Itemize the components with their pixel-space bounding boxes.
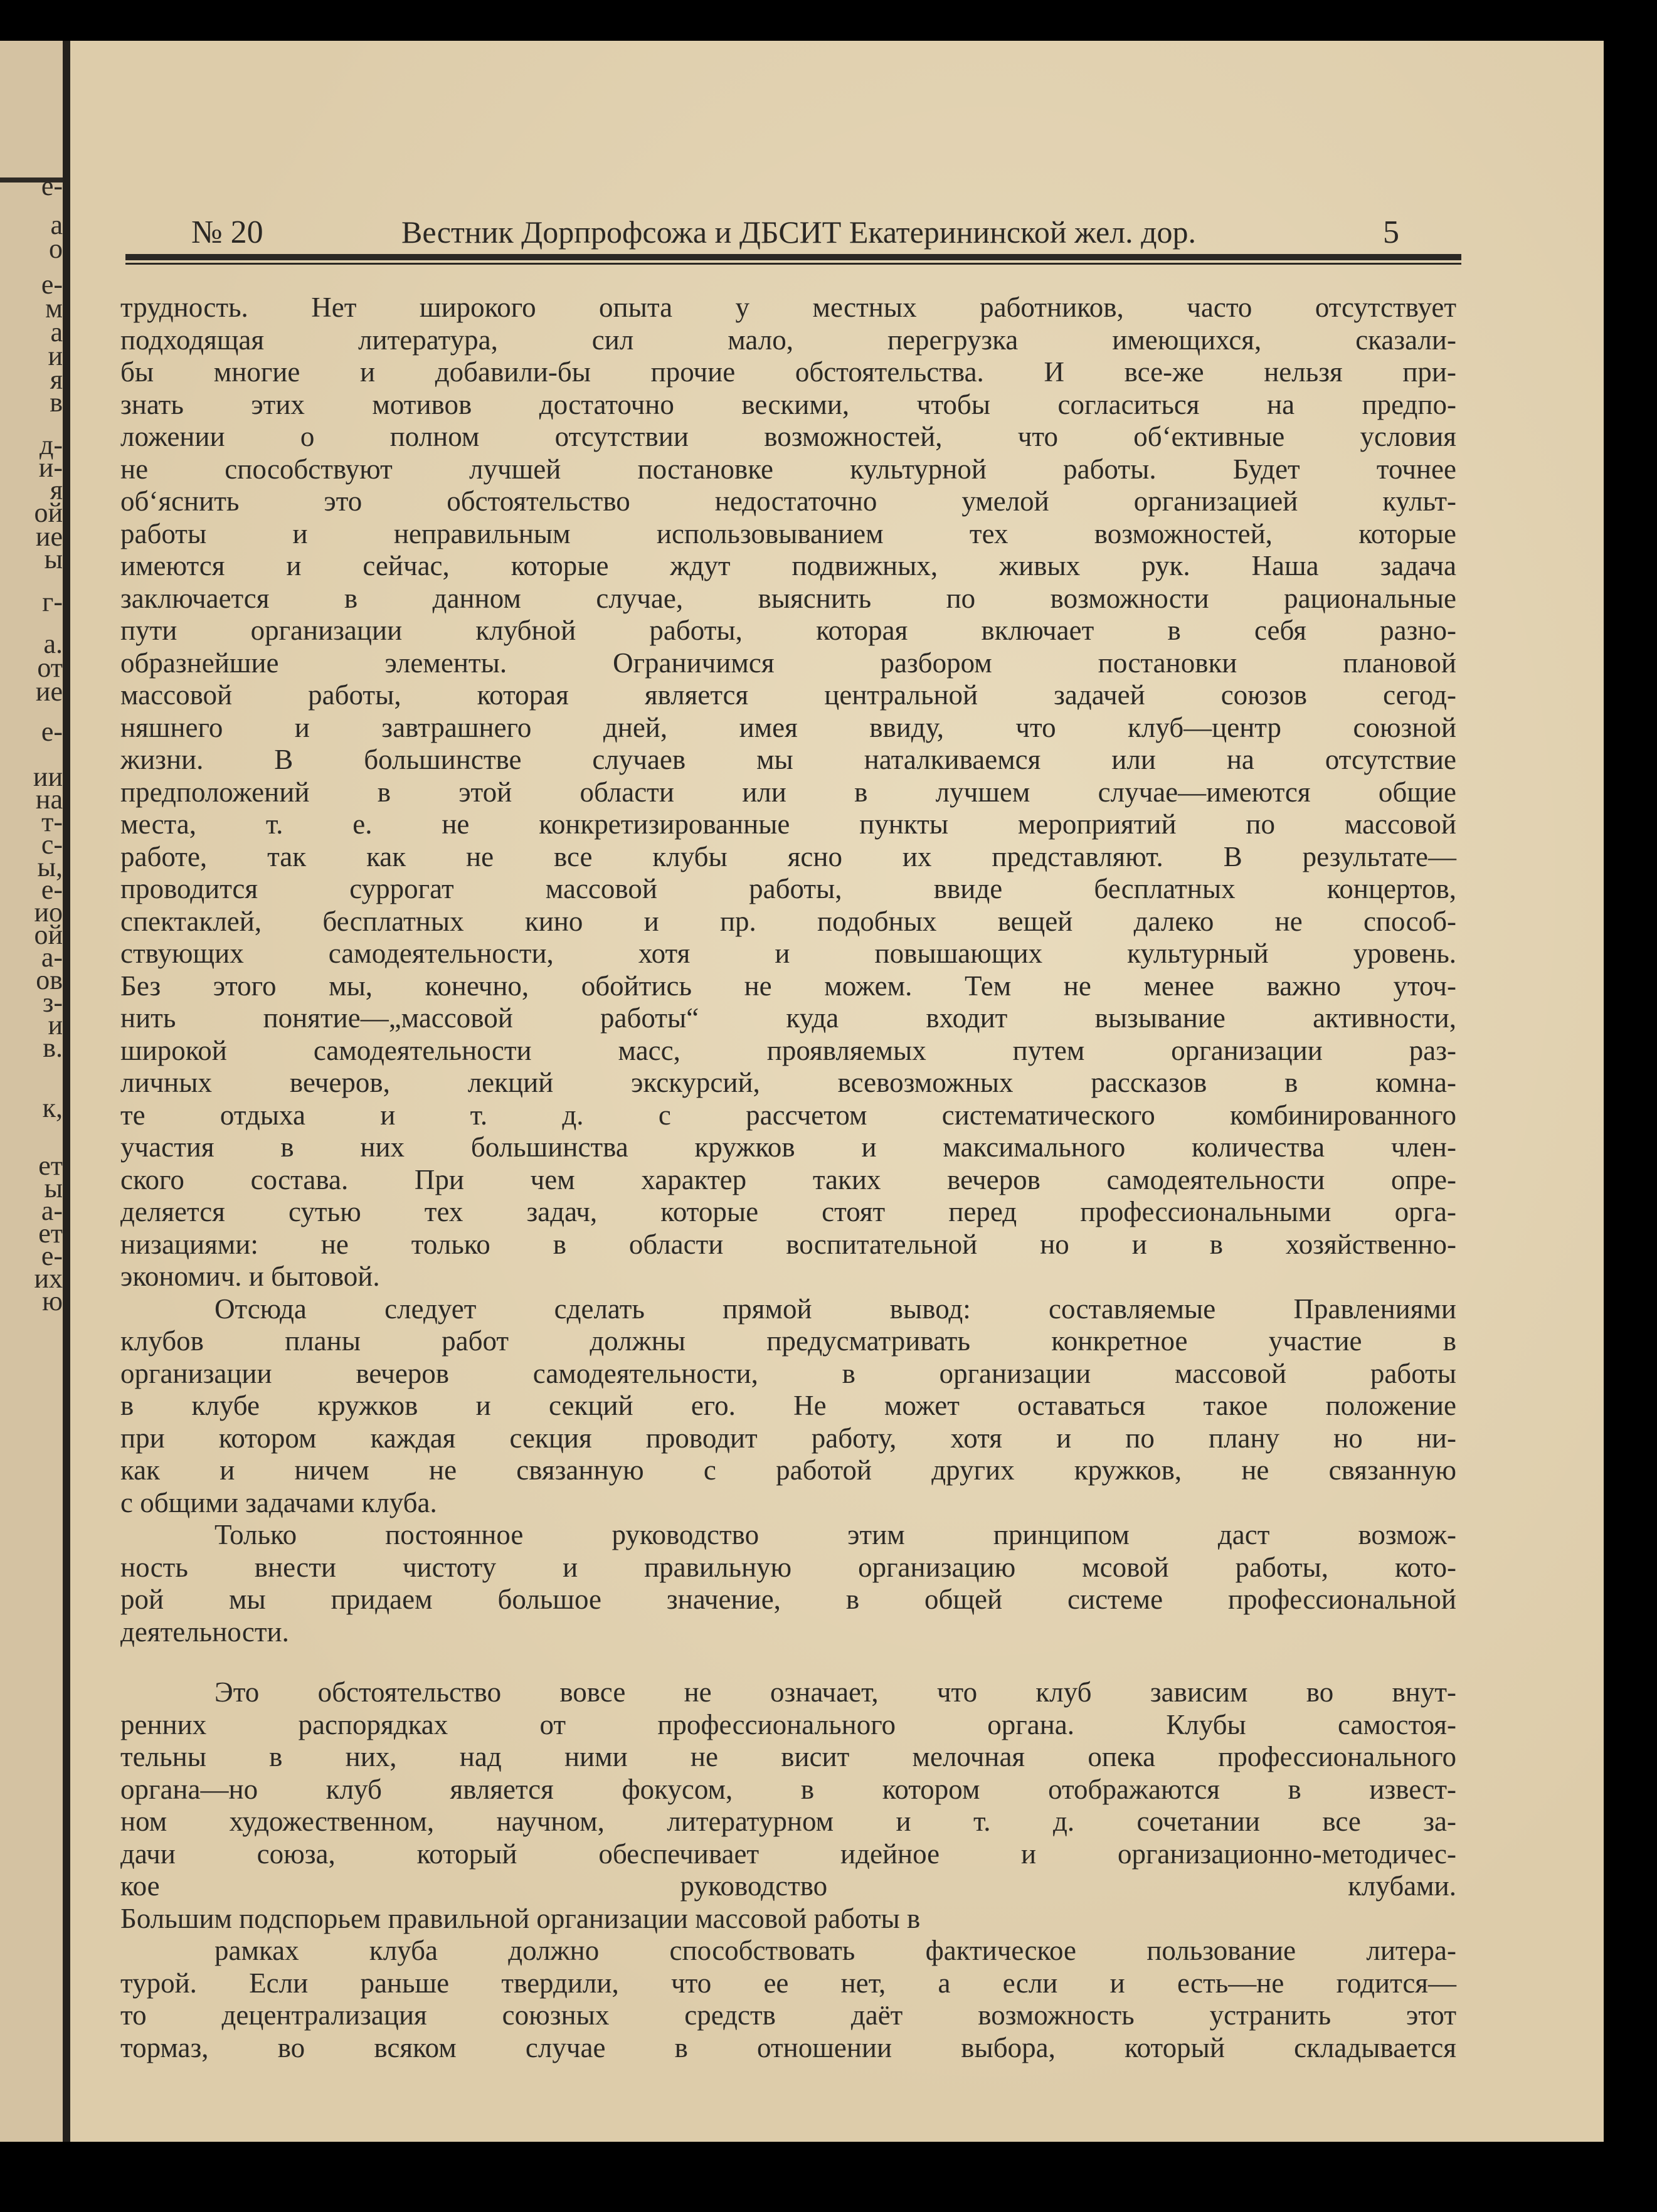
text-line: места, т. е. не конкретизированные пункты мероприятий по массовой xyxy=(120,808,1456,840)
article-body xyxy=(120,292,1456,2064)
text-line: Только постоянное руководство этим принципом даст возмож- xyxy=(214,1519,1456,1550)
text-line: ствующих самодеятельности, хотя и повышающих культурный уровень. xyxy=(120,938,1456,969)
previous-page-fragment: их xyxy=(34,1263,63,1294)
journal-page xyxy=(70,41,1604,2142)
text-line: работе, так как не все клубы ясно их представляют. В результате— xyxy=(120,840,1456,872)
previous-page-fragment: и xyxy=(48,341,63,371)
previous-page-fragment: м xyxy=(45,293,63,324)
previous-page-fragment: ы xyxy=(44,1173,63,1204)
text-line: кое руководство клубами. xyxy=(120,1870,1456,1902)
text-line: нить понятие—„массовой работы“ куда входит вызывание активности, xyxy=(120,1002,1456,1034)
text-line: организации вечеров самодеятельности, в организации массовой работы xyxy=(120,1357,1456,1389)
text-line: заключается в данном случае, выяснить по возможности рациональные xyxy=(120,582,1456,614)
text-line: работы и неправильным использовыванием тех возможностей, которые xyxy=(120,517,1456,549)
previous-page-fragment: ов xyxy=(36,965,63,995)
previous-page-fragment: д- xyxy=(39,430,63,460)
text-line: клубов планы работ должны предусматривать конкретное участие в xyxy=(120,1325,1456,1357)
previous-page-fragment: я xyxy=(50,364,63,395)
header-rule-thin xyxy=(125,263,1461,265)
text-line: ренних распорядках от профессионального органа. Клубы самостоя- xyxy=(120,1708,1456,1740)
previous-page-fragment: е- xyxy=(41,1241,63,1271)
text-line: в клубе кружков и секций его. Не может оставаться такое положение xyxy=(120,1390,1456,1421)
previous-page-fragment: е- xyxy=(41,269,63,300)
text-line: об‘яснить это обстоятельство недостаточно умелой организацией культ- xyxy=(120,485,1456,517)
text-line: знать этих мотивов достаточно вескими, чтобы согласиться на предпо- xyxy=(120,388,1456,420)
text-line: низациями: не только в области воспитательной но и в хозяйственно- xyxy=(120,1228,1456,1260)
journal-title: Вестник Дорпрофсожа и ДБСИТ Екатерининской жел. дор. xyxy=(401,214,1197,250)
previous-page-fragment: ие xyxy=(35,521,63,552)
text-line: образнейшие элементы. Ограничимся разбором постановки плановой xyxy=(120,647,1456,679)
previous-page-fragment: от xyxy=(37,652,63,683)
text-line: то децентрализация союзных средств даёт возможность устранить этот xyxy=(120,1999,1456,2031)
text-line: деятельности. xyxy=(120,1616,289,1648)
text-line: имеются и сейчас, которые ждут подвижных, живых рук. Наша задача xyxy=(120,550,1456,581)
text-line: массовой работы, которая является центральной задачей союзов сегод- xyxy=(120,679,1456,711)
previous-page-fragment: а- xyxy=(41,1195,63,1226)
previous-page-fragment: г- xyxy=(42,586,63,617)
text-line: личных вечеров, лекций экскурсий, всевозможных рассказов в комна- xyxy=(120,1067,1456,1098)
text-line: дачи союза, который обеспечивает идейное и организационно-методичес- xyxy=(120,1838,1456,1870)
previous-page-fragment: с- xyxy=(41,829,63,860)
previous-page-fragment: я xyxy=(50,475,63,505)
previous-page-fragment: ой xyxy=(34,919,63,950)
previous-page-fragment: ие xyxy=(35,676,63,707)
previous-page-fragment: з- xyxy=(42,987,63,1018)
previous-page-fragment: ии xyxy=(33,761,63,792)
previous-page-edge xyxy=(0,41,65,2142)
text-line: как и ничем не связанную с работой других кружков, не связанную xyxy=(120,1454,1456,1486)
text-line: деляется сутью тех задач, которые стоят перед профессиональными орга- xyxy=(120,1196,1456,1227)
text-line: ном художественном, научном, литературном и т. д. сочетании все за- xyxy=(120,1806,1456,1837)
previous-page-fragment: и- xyxy=(38,452,63,483)
text-line: ского состава. При чем характер таких вечеров самодеятельности опре- xyxy=(120,1163,1456,1195)
page-gutter xyxy=(63,41,70,2142)
text-line: при котором каждая секция проводит работу, хотя и по плану но ни- xyxy=(120,1422,1456,1454)
previous-page-fragment: а xyxy=(50,209,63,240)
text-line: жизни. В большинстве случаев мы наталкиваемся или на отсутствие xyxy=(120,744,1456,775)
previous-page-fragment: ет xyxy=(38,1218,63,1249)
text-line: проводится суррогат массовой работы, ввиде бесплатных концертов, xyxy=(120,873,1456,904)
previous-page-fragment: ю xyxy=(42,1286,63,1316)
previous-page-fragment: е- xyxy=(41,171,63,201)
previous-page-fragment: ы xyxy=(44,544,63,574)
text-line: те отдыха и т. д. с рассчетом систематического комбинированного xyxy=(120,1099,1456,1131)
page-number: 5 xyxy=(1383,214,1399,250)
previous-page-fragment: на xyxy=(35,784,63,815)
text-line: Это обстоятельство вовсе не означает, что клуб зависим во внут- xyxy=(214,1676,1456,1708)
issue-number: № 20 xyxy=(191,214,263,250)
text-line: спектаклей, бесплатных кино и пр. подобных вещей далеко не способ- xyxy=(120,905,1456,937)
text-line: предположений в этой области или в лучшем случае—имеются общие xyxy=(120,776,1456,808)
text-line: подходящая литература, сил мало, перегрузка имеющихся, сказали- xyxy=(120,324,1456,356)
text-line: экономич. и бытовой. xyxy=(120,1261,380,1292)
previous-page-fragment: ы, xyxy=(37,852,63,882)
text-line: трудность. Нет широкого опыта у местных работников, часто отсутствует xyxy=(120,292,1456,323)
text-line: пути организации клубной работы, которая включает в себя разно- xyxy=(120,615,1456,646)
previous-page-fragment: т- xyxy=(41,807,63,837)
previous-page-fragment: ой xyxy=(34,497,63,528)
previous-page-fragment: а. xyxy=(43,628,63,659)
text-line: тельны в них, над ними не висит мелочная опека профессионального xyxy=(120,1741,1456,1772)
previous-page-fragment: к, xyxy=(42,1093,63,1123)
text-line: Большим подспорьем правильной организации массовой работы в xyxy=(120,1902,921,1934)
header-rule xyxy=(125,254,1461,260)
text-line: турой. Если раньше твердили, что ее нет, а если и есть—не годится— xyxy=(120,1967,1456,1999)
previous-page-fragment: о xyxy=(49,233,63,264)
running-header xyxy=(125,172,1461,250)
text-line: тормаз, во всяком случае в отношении выбора, который складывается xyxy=(120,2031,1456,2063)
text-line: не способствуют лучшей постановке культурной работы. Будет точнее xyxy=(120,453,1456,485)
paragraph-gap xyxy=(120,1648,1456,1676)
previous-page-fragment: ио xyxy=(34,897,63,928)
text-line: Без этого мы, конечно, обойтись не можем. Тем не менее важно уточ- xyxy=(120,970,1456,1002)
previous-page-fragment: е- xyxy=(41,874,63,905)
text-line: бы многие и добавили-бы прочие обстоятельства. И все-же нельзя при- xyxy=(120,356,1456,388)
previous-page-fragment: в xyxy=(50,387,63,418)
previous-page-fragment: а- xyxy=(41,942,63,973)
previous-page-fragment: а xyxy=(50,317,63,347)
previous-page-fragment: и xyxy=(48,1010,63,1040)
previous-page-fragment: е- xyxy=(41,716,63,747)
text-line: органа—но клуб является фокусом, в котором отображаются в извест- xyxy=(120,1773,1456,1805)
text-line: широкой самодеятельности масс, проявляемых путем организации раз- xyxy=(120,1034,1456,1066)
text-line: Отсюда следует сделать прямой вывод: составляемые Правлениями xyxy=(214,1293,1456,1325)
previous-page-fragment: ет xyxy=(38,1150,63,1181)
text-line: рамках клуба должно способствовать фактическое пользование литера- xyxy=(214,1935,1456,1966)
text-line: няшнего и завтрашнего дней, имея ввиду, что клуб—центр союзной xyxy=(120,711,1456,743)
text-line: участия в них большинства кружков и максимального количества член- xyxy=(120,1131,1456,1163)
text-line: рой мы придаем большое значение, в общей системе профессиональной xyxy=(120,1584,1456,1615)
previous-page-fragment: в. xyxy=(43,1032,63,1063)
text-line: ложении о полном отсутствии возможностей, что об‘ективные условия xyxy=(120,421,1456,452)
text-line: ность внести чистоту и правильную организацию мсовой работы, кото- xyxy=(120,1551,1456,1583)
text-line: с общими задачами клуба. xyxy=(120,1486,437,1518)
